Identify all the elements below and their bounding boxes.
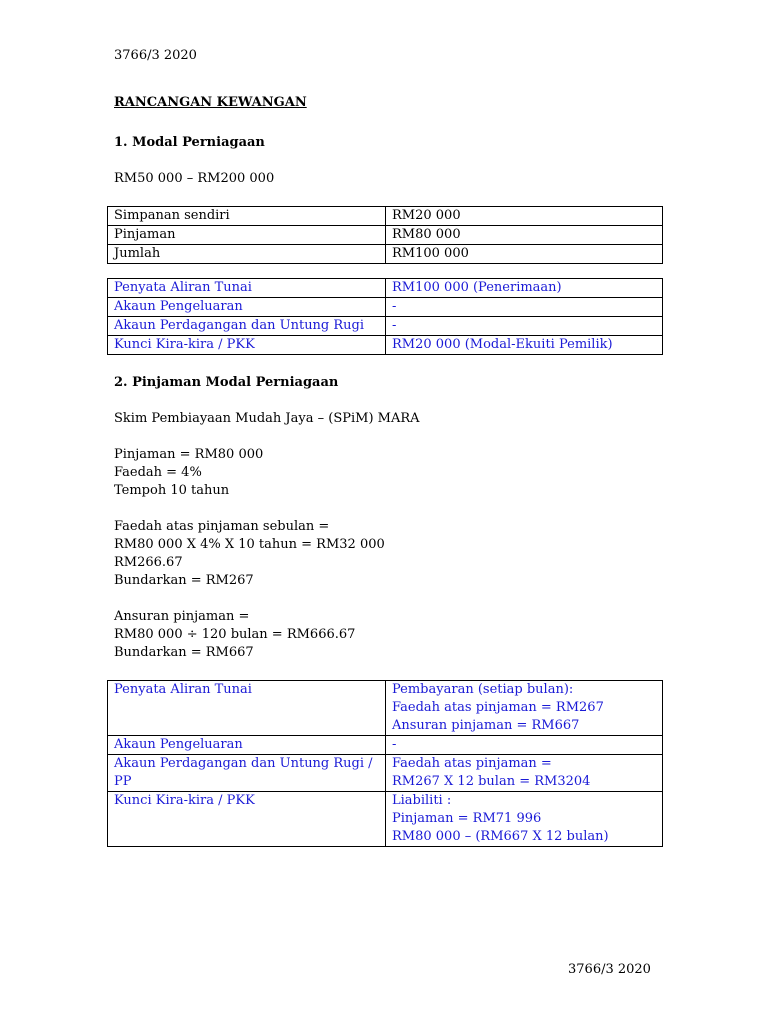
cell-line: Pinjaman = RM71 996 xyxy=(392,811,542,826)
table-cell xyxy=(386,755,663,792)
table-row xyxy=(108,245,663,264)
table-cell: RM20 000 (Modal-Ekuiti Pemilik) xyxy=(386,336,663,355)
table-cell xyxy=(108,736,386,755)
table-cell: - xyxy=(386,317,663,336)
table-cell xyxy=(386,792,663,847)
interest-line: RM80 000 X 4% X 10 tahun = RM32 000 xyxy=(114,537,385,552)
table-cell xyxy=(108,792,386,847)
table-cell: - xyxy=(386,298,663,317)
cell-line: - xyxy=(392,737,397,752)
table-cell: RM80 000 xyxy=(386,226,663,245)
interest-line: Bundarkan = RM267 xyxy=(114,573,254,588)
table-cell xyxy=(108,755,386,792)
cell-line: Kunci Kira-kira / PKK xyxy=(114,793,255,808)
table-cell: Jumlah xyxy=(108,245,386,264)
table-row xyxy=(108,279,663,298)
table-cell: RM100 000 (Penerimaan) xyxy=(386,279,663,298)
table-cell: Pinjaman xyxy=(108,226,386,245)
installment-line: Bundarkan = RM667 xyxy=(114,645,254,660)
installment-line: Ansuran pinjaman = xyxy=(114,609,250,624)
table-row xyxy=(108,226,663,245)
cell-line: PP xyxy=(114,774,132,789)
table-row xyxy=(108,736,663,755)
document-title: RANCANGAN KEWANGAN xyxy=(114,95,307,110)
table-cell: Kunci Kira-kira / PKK xyxy=(108,336,386,355)
cell-line: Faedah atas pinjaman = xyxy=(392,756,552,771)
page-footer-code: 3766/3 2020 xyxy=(568,962,651,977)
table-cell: RM100 000 xyxy=(386,245,663,264)
capital-range: RM50 000 – RM200 000 xyxy=(114,171,275,186)
table-cell xyxy=(386,681,663,736)
cell-line: Akaun Perdagangan dan Untung Rugi / xyxy=(114,756,373,771)
cell-line: RM267 X 12 bulan = RM3204 xyxy=(392,774,591,789)
interest-line: RM266.67 xyxy=(114,555,183,570)
table-cell: Simpanan sendiri xyxy=(108,207,386,226)
table-row xyxy=(108,755,663,792)
loan-scheme: Skim Pembiayaan Mudah Jaya – (SPiM) MARA xyxy=(114,411,420,426)
table-row xyxy=(108,207,663,226)
table-row xyxy=(108,317,663,336)
loan-detail-line: Pinjaman = RM80 000 xyxy=(114,447,264,462)
loan-accounts-table xyxy=(107,680,663,847)
table-cell: Penyata Aliran Tunai xyxy=(108,279,386,298)
table-cell xyxy=(108,681,386,736)
cell-line: Akaun Pengeluaran xyxy=(114,737,243,752)
capital-table xyxy=(107,206,663,264)
cell-line: Liabiliti : xyxy=(392,793,452,808)
table-row xyxy=(108,336,663,355)
section-2-heading: 2. Pinjaman Modal Perniagaan xyxy=(114,375,339,390)
table-cell xyxy=(386,736,663,755)
document-body xyxy=(114,94,664,847)
cell-line: Pembayaran (setiap bulan): xyxy=(392,682,574,697)
installment-line: RM80 000 ÷ 120 bulan = RM666.67 xyxy=(114,627,356,642)
cell-line: Faedah atas pinjaman = RM267 xyxy=(392,700,604,715)
cell-line: Ansuran pinjaman = RM667 xyxy=(392,718,580,733)
table-row xyxy=(108,792,663,847)
interest-line: Faedah atas pinjaman sebulan = xyxy=(114,519,330,534)
table-row xyxy=(108,298,663,317)
page-header-code: 3766/3 2020 xyxy=(114,48,197,63)
cell-line: Penyata Aliran Tunai xyxy=(114,682,252,697)
table-cell: Akaun Pengeluaran xyxy=(108,298,386,317)
capital-accounts-table xyxy=(107,278,663,355)
table-cell: RM20 000 xyxy=(386,207,663,226)
loan-detail-line: Tempoh 10 tahun xyxy=(114,483,230,498)
table-cell: Akaun Perdagangan dan Untung Rugi xyxy=(108,317,386,336)
table-row xyxy=(108,681,663,736)
loan-detail-line: Faedah = 4% xyxy=(114,465,202,480)
cell-line: RM80 000 – (RM667 X 12 bulan) xyxy=(392,829,609,844)
section-1-heading: 1. Modal Perniagaan xyxy=(114,135,265,150)
